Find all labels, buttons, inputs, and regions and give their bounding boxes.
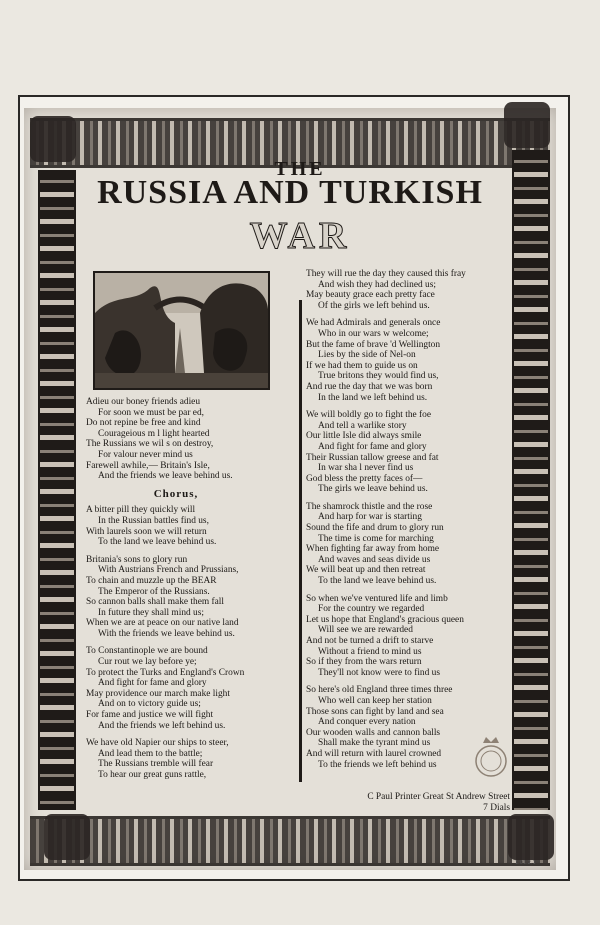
imprint-line-1: C Paul Printer Great St Andrew Street [367, 792, 510, 802]
stanza [306, 318, 506, 403]
verse-line: Farewell awhile,— Britain's Isle, [86, 460, 210, 471]
verse-line: The girls we leave behind us. [318, 484, 428, 495]
verse-line: And lead them to the battle; [98, 748, 203, 759]
verse-line: And conquer every nation [318, 717, 416, 728]
woodcut-illustration [93, 271, 270, 390]
verse-line: Who in our wars w welcome; [318, 328, 429, 339]
verse-line: The time is come for marching [318, 533, 434, 544]
title-war: WAR [249, 215, 351, 257]
verse-line: To the land we leave behind us. [318, 576, 437, 587]
verse-line: In the Russian battles find us, [98, 515, 209, 526]
verse-line: True britons they would find us, [318, 371, 439, 382]
verse-line: But the fame of brave 'd Wellington [306, 339, 441, 350]
stanza [306, 594, 506, 679]
verse-line: With Austrians French and Prussians, [98, 565, 239, 576]
verse-line: Our little Isle did always smile [306, 431, 422, 442]
verse-line: Adieu our boney friends adieu [86, 397, 201, 407]
stanza [86, 646, 286, 731]
stanza [86, 505, 286, 547]
library-stamp: 1.01.2.1 [515, 860, 536, 866]
verse-line: And tell a warlike story [318, 420, 407, 431]
verse-line: When we are at peace on our native land [86, 618, 239, 629]
stanza [86, 738, 286, 780]
verse-line: They will rue the day they caused this fray [306, 269, 466, 279]
verse-line: And fight for fame and glory [98, 678, 207, 689]
verse-line: Lies by the side of Nel-on [318, 350, 416, 361]
verse-line: May beauty grace each pretty face [306, 290, 435, 301]
stanza [306, 502, 506, 587]
left-column [86, 397, 286, 788]
verse-line: Those sons can fight by land and sea [306, 706, 444, 717]
verse-line: And rue the day that we was born [306, 381, 433, 392]
verse-line: We will boldly go to fight the foe [306, 410, 432, 421]
verse-line: The Emperor of the Russians. [98, 586, 210, 597]
verse-line: Our wooden walls and cannon balls [306, 727, 441, 738]
verse-line: A bitter pill they quickly will [86, 505, 196, 516]
verse-line: And will return with laurel crowned [306, 748, 442, 759]
verse-line: To Constantinople we are bound [86, 646, 208, 657]
verse-line: When fighting far away from home [306, 544, 440, 555]
verse-line: Courageious m l light hearted [98, 428, 210, 439]
verse-line: To hear our great guns rattle, [98, 770, 207, 780]
verse-line: For soon we must be par ed, [98, 407, 204, 418]
verse-line: The shamrock thistle and the rose [306, 501, 433, 512]
stanza [306, 410, 506, 495]
verse-line: Sound the fife and drum to glory run [306, 523, 444, 534]
verse-line: To the land we leave behind us. [98, 537, 217, 548]
verse-line: So when we've ventured life and limb [306, 593, 448, 604]
verse-line: And fight for fame and glory [318, 441, 427, 452]
verse-line: Their Russian tallow greese and fat [306, 452, 439, 463]
verse-line: To protect the Turks and England's Crown [86, 667, 245, 678]
verse-line: For the country we regarded [318, 604, 425, 615]
verse-line: They'll not know were to find us [318, 667, 440, 678]
verse-line: For valour never mind us [98, 449, 193, 460]
verse-line: So if they from the wars return [306, 657, 422, 668]
stanza [86, 397, 286, 482]
verse-line: We will beat up and then retreat [306, 565, 426, 576]
verse-line: Britania's sons to glory run [86, 554, 188, 565]
verse-line: And on to victory guide us; [98, 699, 201, 710]
stanza [86, 555, 286, 640]
verse-line: Let us hope that England's gracious queen [306, 614, 464, 625]
stanza [306, 269, 506, 311]
corner-ornament-bottom-left [44, 814, 90, 860]
verse-line: With the friends we leave behind us. [98, 628, 235, 639]
verse-line: And waves and seas divide us [318, 554, 431, 565]
verse-line: Of the girls we left behind us. [318, 300, 430, 311]
verse-line: If we had them to guide us on [306, 360, 418, 371]
verse-line: The Russians we wil s on destroy, [86, 439, 214, 450]
royal-crest-stamp [474, 735, 508, 779]
right-column [306, 269, 506, 777]
verse-line: May providence our march make light [86, 688, 230, 699]
verse-line: In the land we left behind us. [318, 392, 428, 403]
verse-line: We had Admirals and generals once [306, 318, 441, 329]
verse-line: So here's old England three times three [306, 685, 453, 696]
verse-line: The Russians tremble will fear [98, 759, 214, 770]
verse-line: Do not repine be free and kind [86, 418, 201, 429]
title-the: THE [274, 158, 326, 180]
verse-line: For fame and justice we will fight [86, 710, 214, 721]
verse-line: Cur rout we lay before ye; [98, 657, 197, 668]
corner-ornament-top-right [504, 102, 550, 148]
verse-line: And the friends we leave behind us. [98, 471, 233, 482]
verse-line: God bless the pretty faces of— [306, 473, 423, 484]
printer-imprint [318, 792, 510, 814]
ornamental-border-bottom [30, 816, 550, 866]
verse-line: Will see we are rewarded [318, 625, 413, 636]
verse-line: So cannon balls shall make them fall [86, 597, 224, 608]
column-divider [299, 300, 302, 782]
verse-line: In war sha l never find us [318, 463, 414, 474]
verse-line: And wish they had declined us; [318, 279, 436, 290]
corner-ornament-bottom-right [508, 814, 554, 860]
verse-line: With laurels soon we will return [86, 526, 207, 537]
verse-line: We have old Napier our ships to steer, [86, 738, 229, 749]
title-main: RUSSIA AND TURKISH [97, 174, 483, 211]
verse-line: Without a friend to mind us [318, 646, 422, 657]
verse-line: To the friends we left behind us [318, 759, 437, 770]
verse-line: In future they shall mind us; [98, 607, 204, 618]
verse-line: And harp for war is starting [318, 512, 422, 523]
verse-line: And not be turned a drift to starve [306, 636, 434, 646]
corner-ornament-top-left [30, 116, 76, 162]
verse-line: Who well can keep her station [318, 695, 432, 706]
verse-line: And the friends we left behind us. [98, 720, 226, 731]
verse-line: Shall make the tyrant mind us [318, 738, 431, 749]
imprint-line-2: 7 Dials [483, 803, 510, 813]
verse-line: To chain and muzzle up the BEAR [86, 575, 217, 586]
chorus-heading: Chorus, [153, 487, 199, 500]
